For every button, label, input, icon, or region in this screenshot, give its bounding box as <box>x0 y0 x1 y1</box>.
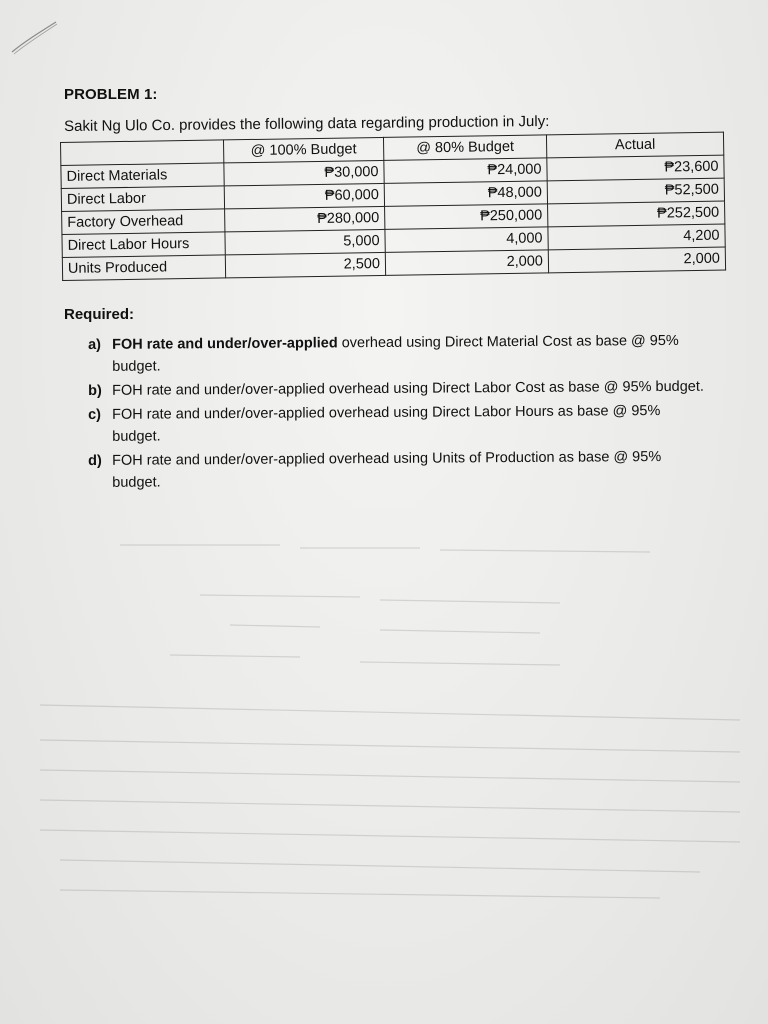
header-empty <box>61 140 224 166</box>
cell-80-budget: ₱24,000 <box>384 158 547 184</box>
list-item <box>88 330 708 378</box>
cell-80-budget: ₱48,000 <box>384 181 547 207</box>
header-80-budget: @ 80% Budget <box>383 135 546 161</box>
cell-100-budget: 5,000 <box>225 229 385 255</box>
list-item <box>88 400 708 448</box>
row-label: Direct Materials <box>61 163 224 189</box>
cell-actual: 2,000 <box>548 247 725 273</box>
cell-80-budget: ₱250,000 <box>385 204 548 230</box>
item-text: FOH rate and under/over-applied overhead using Direct Labor Hours as base @ 95% budget. <box>112 403 661 445</box>
cell-100-budget: ₱60,000 <box>224 183 384 209</box>
row-label: Direct Labor Hours <box>62 232 225 258</box>
cell-100-budget: ₱30,000 <box>224 160 384 186</box>
cell-actual: 4,200 <box>548 224 725 250</box>
cell-actual: ₱23,600 <box>547 155 724 181</box>
problem-intro: Sakit Ng Ulo Co. provides the following data regarding production in July: <box>64 112 550 135</box>
list-item <box>88 376 708 402</box>
item-letter: a) <box>88 336 102 353</box>
cell-80-budget: 2,000 <box>385 250 548 276</box>
item-letter: c) <box>88 406 102 423</box>
row-label: Units Produced <box>62 255 225 281</box>
row-label: Direct Labor <box>61 186 224 212</box>
item-letter: d) <box>88 452 102 469</box>
list-item <box>88 446 708 494</box>
item-plain-text: overhead using Direct Material Cost as base @ 95% budget. <box>112 332 679 375</box>
required-list <box>88 334 708 496</box>
item-letter: b) <box>88 382 102 399</box>
header-actual: Actual <box>546 132 723 158</box>
item-text: FOH rate and under/over-applied overhead using Direct Labor Cost as base @ 95% budget. <box>112 378 704 399</box>
header-100-budget: @ 100% Budget <box>223 137 383 163</box>
row-label: Factory Overhead <box>62 209 225 235</box>
cell-100-budget: 2,500 <box>225 252 385 278</box>
item-text: FOH rate and under/over-applied overhead using Units of Production as base @ 95% budget. <box>112 448 662 491</box>
item-bold-text: FOH rate and under/over-applied <box>112 335 338 353</box>
cell-80-budget: 4,000 <box>385 227 548 253</box>
cell-actual: ₱52,500 <box>547 178 724 204</box>
problem-title: PROBLEM 1: <box>64 86 158 103</box>
cell-100-budget: ₱280,000 <box>225 206 385 232</box>
required-heading: Required: <box>64 306 135 323</box>
budget-data-table <box>60 132 726 281</box>
data-table-container <box>60 132 726 281</box>
item-text <box>112 330 708 378</box>
cell-actual: ₱252,500 <box>548 201 725 227</box>
